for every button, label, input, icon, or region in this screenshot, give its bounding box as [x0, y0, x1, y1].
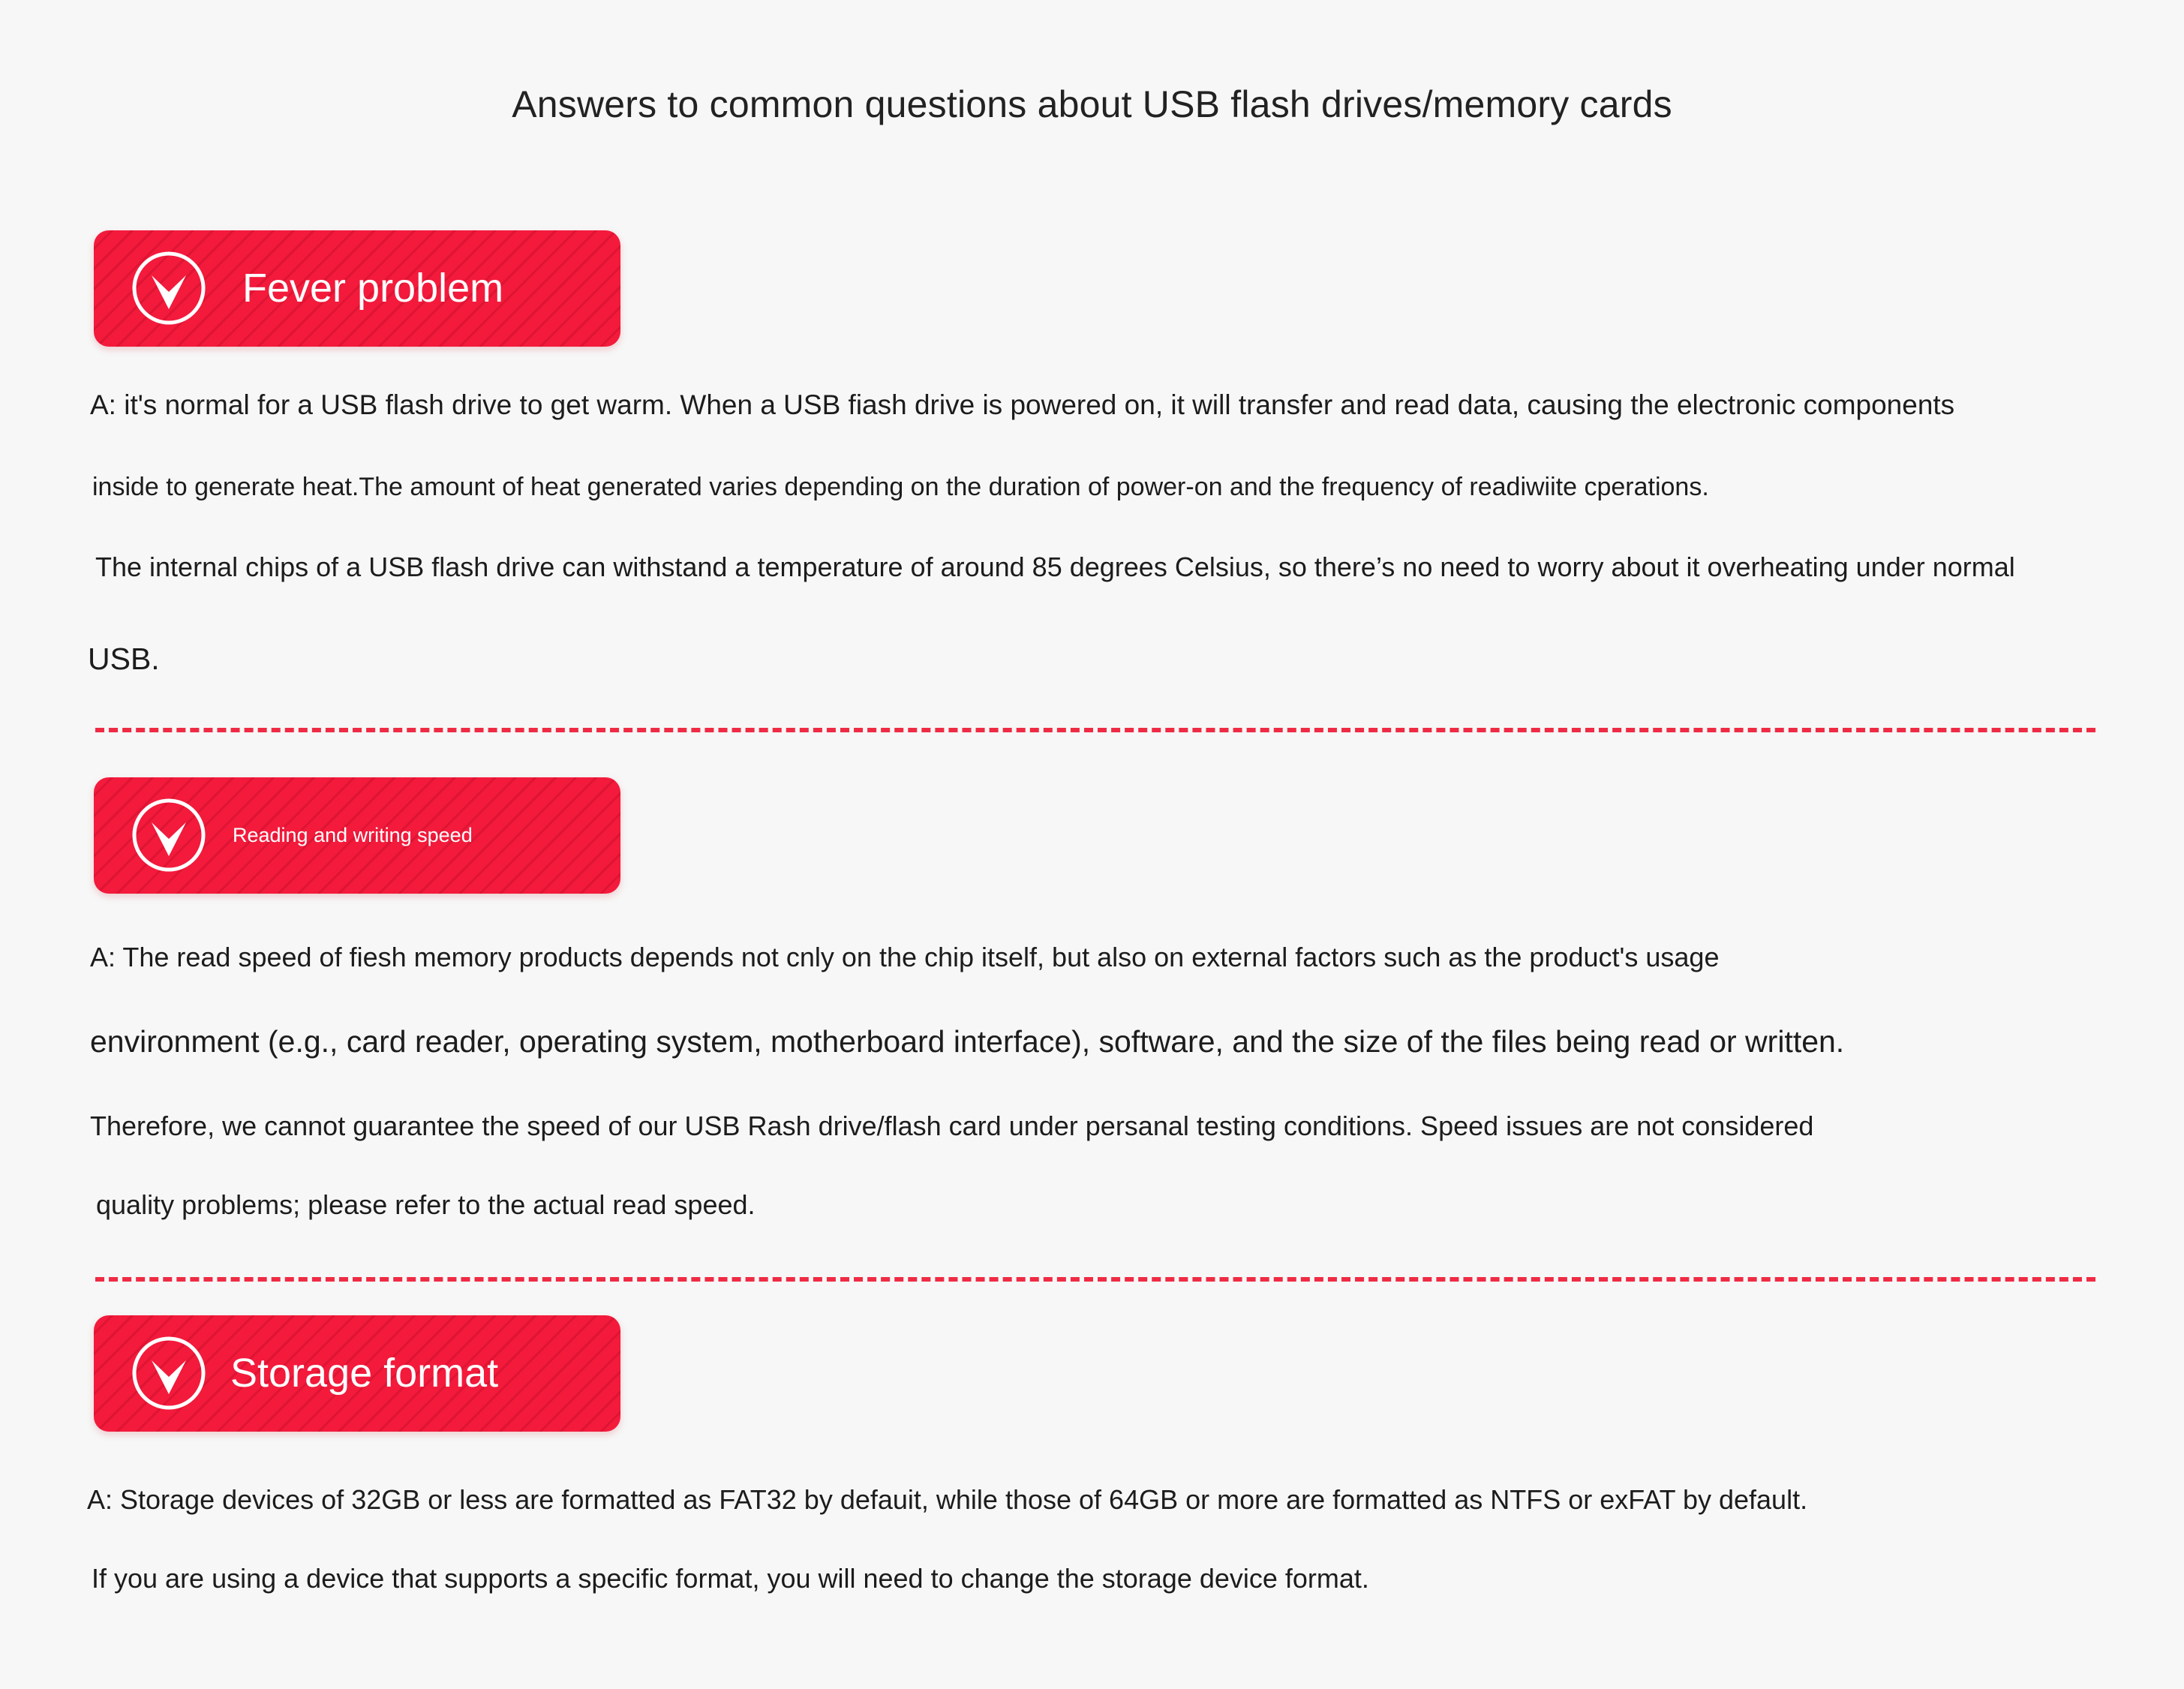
page-title: Answers to common questions about USB flash drives/memory cards [512, 83, 1672, 125]
answer-line: inside to generate heat.The amount of heat generated varies depending on the duration of power-on and the frequency of readiwiite cperations. [92, 473, 1709, 501]
section-heading-label: Reading and writing speed [233, 824, 473, 846]
section-heading-speed [94, 777, 620, 894]
answer-line: quality problems; please refer to the actual read speed. [96, 1189, 756, 1220]
section-divider [95, 1277, 2095, 1282]
answer-line: A: Storage devices of 32GB or less are formatted as FAT32 by defauit, while those of 64GB or more are formatted as NTFS or exFAT by default. [87, 1484, 1808, 1515]
section-heading-label: Fever problem [242, 266, 504, 311]
answer-line: If you are using a device that supports a specific format, you will need to change the storage device format. [92, 1563, 1369, 1594]
chevron-down-circle-icon [131, 251, 206, 326]
section-heading-storage [94, 1315, 620, 1432]
answer-line: The internal chips of a USB flash drive can withstand a temperature of around 85 degrees Celsius, so there’s no need to worry about it overheating under normal [95, 551, 2015, 582]
section-heading-label: Storage format [230, 1351, 499, 1396]
answer-line: USB. [88, 642, 160, 676]
answer-line: A: it's normal for a USB flash drive to get warm. When a USB fiash drive is powered on, it will transfer and read data, causing the electronic components [90, 389, 1955, 420]
chevron-down-circle-icon [131, 1336, 206, 1411]
answer-line: A: The read speed of fiesh memory products depends not cnly on the chip itself, but also on external factors such as the product's usage [90, 942, 1720, 972]
chevron-down-circle-icon [131, 798, 206, 873]
answer-line: environment (e.g., card reader, operating system, motherboard interface), software, and the size of the files being read or written. [90, 1024, 1845, 1059]
answer-line: Therefore, we cannot guarantee the speed of our USB Rash drive/flash card under persanal testing conditions. Speed issues are not considered [90, 1110, 1814, 1141]
section-heading-fever [94, 230, 620, 347]
section-divider [95, 728, 2095, 732]
